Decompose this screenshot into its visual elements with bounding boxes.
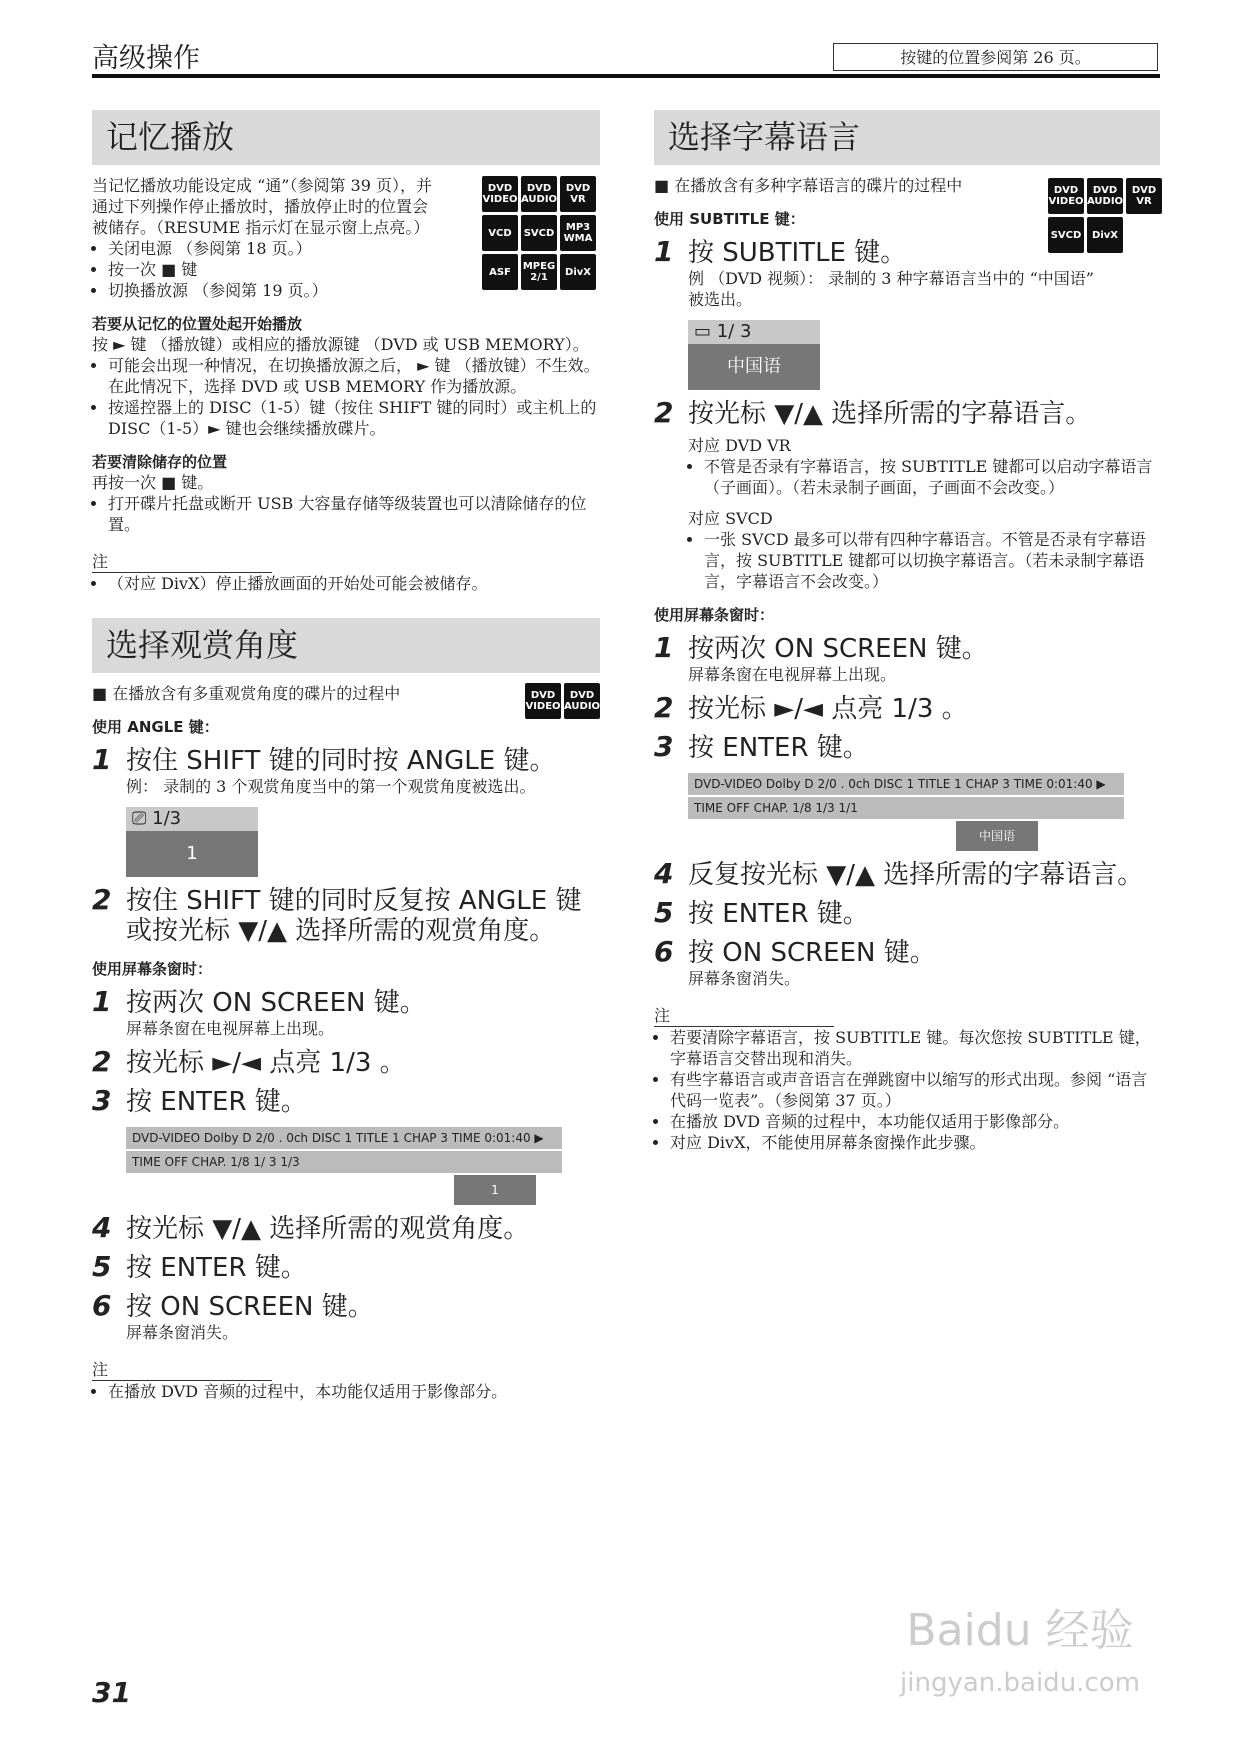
step-text: 按 ENTER 键。 bbox=[688, 899, 869, 929]
section-title-angle: 选择观赏角度 bbox=[92, 618, 600, 673]
angle-select-box bbox=[126, 807, 258, 877]
step-number: 6 bbox=[92, 1289, 112, 1322]
subtitle-step-2 bbox=[654, 396, 1160, 429]
angle-osd-step-2 bbox=[92, 1045, 600, 1078]
clear-bullets bbox=[92, 493, 600, 535]
step-text: 按 ENTER 键。 bbox=[126, 1253, 307, 1283]
right-column bbox=[654, 110, 1160, 1153]
step-text: 按两次 ON SCREEN 键。 bbox=[688, 634, 988, 664]
list-item: • 在播放 DVD 音频的过程中，本功能仅适用于影像部分。 bbox=[670, 1111, 1160, 1132]
format-badge: DVD VIDEO bbox=[482, 176, 518, 212]
angle-notes bbox=[92, 1381, 600, 1402]
angle-osd-bar bbox=[126, 1127, 562, 1205]
step-number: 4 bbox=[92, 1211, 112, 1244]
header-title: 高级操作 bbox=[92, 43, 200, 74]
step-text: 按 ENTER 键。 bbox=[688, 733, 869, 763]
subtitle-format-badges bbox=[1048, 178, 1162, 253]
section-title-memory: 记忆播放 bbox=[92, 110, 600, 165]
clear-text: 再按一次 ■ 键。 bbox=[92, 473, 214, 492]
header-note: 按键的位置参阅第 26 页。 bbox=[833, 43, 1158, 71]
step-text: 反复按光标 ▼/▲ 选择所需的字幕语言。 bbox=[688, 860, 1144, 890]
angle-intro: ■ 在播放含有多重观赏角度的碟片的过程中 bbox=[92, 684, 401, 703]
list-item: • 若要清除字幕语言，按 SUBTITLE 键。每次您按 SUBTITLE 键， 字幕语言交替出现和消失。 bbox=[670, 1027, 1160, 1069]
memory-format-badges bbox=[482, 176, 596, 290]
format-badge: VCD bbox=[482, 215, 518, 251]
format-badge: DivX bbox=[560, 254, 596, 290]
resume-bullets bbox=[92, 355, 600, 439]
list-item: • 打开碟片托盘或断开 USB 大容量存储等级装置也可以清除储存的位置。 bbox=[108, 493, 600, 535]
step-number: 3 bbox=[654, 730, 674, 763]
vr-heading: 对应 DVD VR bbox=[688, 436, 791, 455]
list-item: • 切换播放源 （参阅第 19 页。） bbox=[108, 280, 437, 301]
osd-dropdown: 中国语 bbox=[956, 821, 1038, 851]
memory-notes bbox=[92, 573, 600, 594]
svcd-heading: 对应 SVCD bbox=[688, 509, 773, 528]
list-item: • 按遥控器上的 DISC（1-5）键（按住 SHIFT 键的同时）或主机上的 DISC（1-5）► 键也会继续播放碟片。 bbox=[108, 397, 600, 439]
resume-text: 按 ► 键 （播放键）或相应的播放源键 （DVD 或 USB MEMORY）。 bbox=[92, 335, 589, 354]
format-badge: DVD VR bbox=[560, 176, 596, 212]
angle-osd-step-6 bbox=[92, 1289, 600, 1322]
left-column bbox=[92, 110, 600, 1402]
camera-icon: ⎚ bbox=[132, 808, 153, 829]
subtitle-notes bbox=[654, 1027, 1160, 1153]
clear-heading: 若要清除储存的位置 bbox=[92, 453, 228, 471]
step-description: 屏幕条窗消失。 bbox=[126, 1323, 239, 1342]
angle-osd-step-4 bbox=[92, 1211, 600, 1244]
angle-select-value: 1 bbox=[126, 831, 258, 877]
subtitle-osd-step-6 bbox=[654, 935, 1160, 968]
subtitle-osd-step-2 bbox=[654, 691, 1160, 724]
subtitle-intro: ■ 在播放含有多种字幕语言的碟片的过程中 bbox=[654, 176, 963, 195]
list-item: • 在播放 DVD 音频的过程中，本功能仅适用于影像部分。 bbox=[108, 1381, 600, 1402]
step-description: 例 （DVD 视频）： 录制的 3 种字幕语言当中的 “中国语” 被选出。 bbox=[688, 269, 1094, 309]
step-text: 按光标 ▼/▲ 选择所需的观赏角度。 bbox=[126, 1214, 530, 1244]
format-badge: ASF bbox=[482, 254, 518, 290]
angle-step-1 bbox=[92, 743, 600, 776]
header-rule bbox=[92, 74, 1160, 78]
note-heading: 注 bbox=[92, 1357, 272, 1381]
resume-heading: 若要从记忆的位置处起开始播放 bbox=[92, 315, 303, 333]
step-description: 屏幕条窗消失。 bbox=[688, 969, 801, 988]
list-item: • 不管是否录有字幕语言，按 SUBTITLE 键都可以启动字幕语言 （子画面）。（若未录制子画面，子画面不会改变。） bbox=[704, 456, 1160, 498]
format-badge: DVD VR bbox=[1126, 178, 1162, 214]
step-text: 按光标 ▼/▲ 选择所需的字幕语言。 bbox=[688, 399, 1092, 429]
step-text: 按光标 ►/◄ 点亮 1/3 。 bbox=[126, 1048, 406, 1078]
step-text: 按 ON SCREEN 键。 bbox=[126, 1292, 374, 1322]
step-number: 2 bbox=[92, 1045, 112, 1078]
format-badge: MPEG 2/1 bbox=[521, 254, 557, 290]
format-badge: DVD VIDEO bbox=[1048, 178, 1084, 214]
osd-row-status: DVD-VIDEO Dolby D 2/0 . 0ch DISC 1 TITLE 1 CHAP 3 TIME 0:01:40 ▶ bbox=[126, 1127, 562, 1149]
subtitle-osd-step-1 bbox=[654, 631, 1160, 664]
angle-use-heading: 使用 ANGLE 键： bbox=[92, 718, 219, 736]
note-heading: 注 bbox=[654, 1003, 834, 1027]
vr-bullets bbox=[688, 456, 1160, 498]
angle-select-head: ⎚ 1/3 bbox=[126, 807, 258, 831]
step-number: 2 bbox=[92, 883, 112, 916]
angle-format-badges bbox=[525, 683, 600, 719]
step-number: 1 bbox=[92, 743, 112, 776]
step-number: 5 bbox=[654, 896, 674, 929]
list-item: • 可能会出现一种情况，在切换播放源之后， ► 键 （播放键）不生效。 在此情况下，选择 DVD 或 USB MEMORY 作为播放源。 bbox=[108, 355, 600, 397]
subtitle-osd-bar bbox=[688, 773, 1124, 851]
step-text: 按 ON SCREEN 键。 bbox=[688, 938, 936, 968]
list-item: • 有些字幕语言或声音语言在弹跳窗中以缩写的形式出现。参阅 “语言代码一览表”。（参阅第 37 页。） bbox=[670, 1069, 1160, 1111]
osd-row-controls: TIME OFF CHAP. 1/8 1/ 3 1/3 bbox=[126, 1151, 562, 1173]
memory-bullets bbox=[92, 238, 437, 301]
format-badge: DVD AUDIO bbox=[564, 683, 600, 719]
step-number: 1 bbox=[92, 985, 112, 1018]
step-description: 屏幕条窗在电视屏幕上出现。 bbox=[126, 1019, 335, 1038]
format-badge: DVD AUDIO bbox=[1087, 178, 1123, 214]
subtitle-osd-heading: 使用屏幕条窗时： bbox=[654, 606, 775, 624]
osd-dropdown: 1 bbox=[454, 1175, 536, 1205]
subtitle-select-box bbox=[688, 320, 820, 390]
step-text: 按 SUBTITLE 键。 bbox=[688, 238, 907, 268]
format-badge: SVCD bbox=[1048, 217, 1084, 253]
svcd-bullets bbox=[688, 529, 1160, 592]
step-text: 按两次 ON SCREEN 键。 bbox=[126, 988, 426, 1018]
format-badge: SVCD bbox=[521, 215, 557, 251]
step-number: 4 bbox=[654, 857, 674, 890]
list-item: • 一张 SVCD 最多可以带有四种字幕语言。不管是否录有字幕语言，按 SUBTITLE 键都可以切换字幕语言。（若未录制字幕语言，字幕语言不会改变。） bbox=[704, 529, 1160, 592]
step-number: 1 bbox=[654, 235, 674, 268]
list-item: • 按一次 ■ 键 bbox=[108, 259, 437, 280]
step-number: 3 bbox=[92, 1084, 112, 1117]
step-number: 2 bbox=[654, 691, 674, 724]
step-number: 1 bbox=[654, 631, 674, 664]
memory-intro: 当记忆播放功能设定成 “通”（参阅第 39 页），并通过下列操作停止播放时，播放停止时的位置会被储存。（RESUME 指示灯在显示窗上点亮。） bbox=[92, 176, 432, 237]
section-title-subtitle: 选择字幕语言 bbox=[654, 110, 1160, 165]
note-heading: 注 bbox=[92, 549, 272, 573]
angle-osd-step-3 bbox=[92, 1084, 600, 1117]
step-number: 2 bbox=[654, 396, 674, 429]
subtitle-use-heading: 使用 SUBTITLE 键： bbox=[654, 210, 805, 228]
watermark-url: jingyan.baidu.com bbox=[900, 1668, 1140, 1698]
subtitle-osd-step-5 bbox=[654, 896, 1160, 929]
list-item: • 关闭电源 （参阅第 18 页。） bbox=[108, 238, 437, 259]
subtitle-select-value: 中国语 bbox=[688, 344, 820, 390]
format-badge: DVD VIDEO bbox=[525, 683, 561, 719]
step-number: 6 bbox=[654, 935, 674, 968]
step-text: 按住 SHIFT 键的同时反复按 ANGLE 键或按光标 ▼/▲ 选择所需的观赏角度。 bbox=[126, 886, 582, 946]
step-text: 按 ENTER 键。 bbox=[126, 1087, 307, 1117]
page-number: 31 bbox=[92, 1676, 131, 1709]
step-description: 屏幕条窗在电视屏幕上出现。 bbox=[688, 665, 897, 684]
watermark-logo: Baidu 经验 bbox=[906, 1605, 1134, 1656]
subtitle-icon: ▭ bbox=[694, 321, 717, 342]
list-item: • （对应 DivX）停止播放画面的开始处可能会被储存。 bbox=[108, 573, 600, 594]
format-badge: DVD AUDIO bbox=[521, 176, 557, 212]
angle-osd-step-5 bbox=[92, 1250, 600, 1283]
angle-osd-heading: 使用屏幕条窗时： bbox=[92, 960, 213, 978]
subtitle-osd-step-4 bbox=[654, 857, 1160, 890]
step-text: 按住 SHIFT 键的同时按 ANGLE 键。 bbox=[126, 746, 556, 776]
subtitle-osd-step-3 bbox=[654, 730, 1160, 763]
osd-row-controls: TIME OFF CHAP. 1/8 1/3 1/1 bbox=[688, 797, 1124, 819]
step-number: 5 bbox=[92, 1250, 112, 1283]
format-badge: MP3 WMA bbox=[560, 215, 596, 251]
watermark bbox=[880, 1605, 1160, 1705]
osd-row-status: DVD-VIDEO Dolby D 2/0 . 0ch DISC 1 TITLE 1 CHAP 3 TIME 0:01:40 ▶ bbox=[688, 773, 1124, 795]
step-text: 按光标 ►/◄ 点亮 1/3 。 bbox=[688, 694, 968, 724]
memory-intro-block bbox=[92, 175, 437, 301]
format-badge: DivX bbox=[1087, 217, 1123, 253]
subtitle-select-head: ▭ 1/ 3 bbox=[688, 320, 820, 344]
list-item: • 对应 DivX，不能使用屏幕条窗操作此步骤。 bbox=[670, 1132, 1160, 1153]
step-description: 例： 录制的 3 个观赏角度当中的第一个观赏角度被选出。 bbox=[126, 777, 536, 796]
angle-osd-step-1 bbox=[92, 985, 600, 1018]
angle-step-2 bbox=[92, 883, 600, 946]
